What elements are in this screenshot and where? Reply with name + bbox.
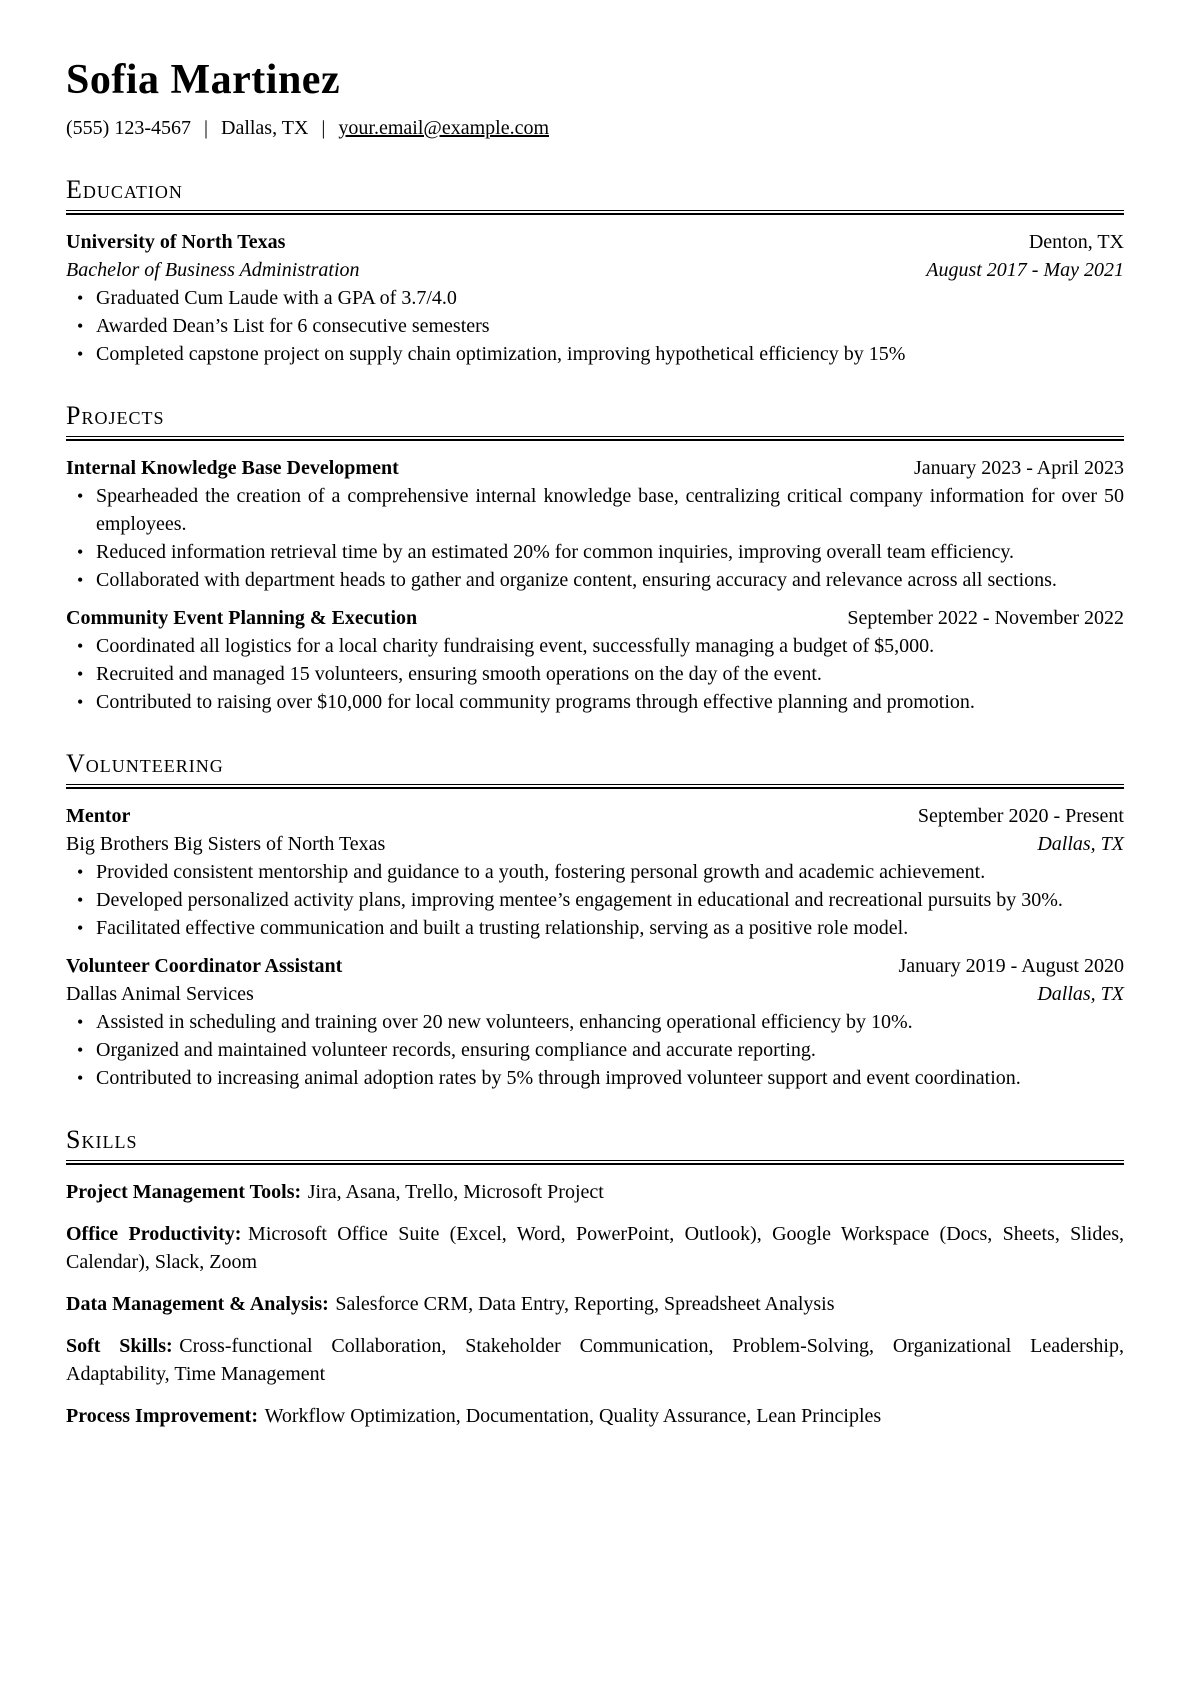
project-entry xyxy=(66,454,1124,594)
section-education xyxy=(66,174,1124,368)
entry-subheader-row xyxy=(66,830,1124,858)
separator-bar: | xyxy=(321,117,326,139)
section-rule xyxy=(66,1160,1124,1165)
project-entry xyxy=(66,604,1124,716)
volunteering-entry xyxy=(66,802,1124,942)
bullet-list xyxy=(66,858,1124,942)
volunteering-entry xyxy=(66,952,1124,1092)
bullet-item: • Recruited and managed 15 volunteers, ensuring smooth operations on the day of the event. xyxy=(66,660,1124,688)
entry-dates: September 2022 - November 2022 xyxy=(847,607,1124,629)
role-title: Volunteer Coordinator Assistant xyxy=(66,955,343,977)
entry-header-row xyxy=(66,952,1124,980)
entry-header-row xyxy=(66,604,1124,632)
entry-header-row xyxy=(66,454,1124,482)
organization-name: Big Brothers Big Sisters of North Texas xyxy=(66,833,386,855)
organization-name: Dallas Animal Services xyxy=(66,983,254,1005)
section-rule xyxy=(66,784,1124,789)
entry-subheader-row xyxy=(66,980,1124,1008)
skill-line xyxy=(66,1290,1124,1318)
skill-values: Microsoft Office Suite (Excel, Word, PowerPoint, Outlook), Google Workspace (Docs, Sheets, Slides, Calendar), Slack, Zoom xyxy=(66,1223,1125,1273)
section-volunteering xyxy=(66,748,1124,1092)
entry-dates: August 2017 - May 2021 xyxy=(926,259,1124,281)
bullet-item: • Coordinated all logistics for a local charity fundraising event, successfully managing a budget of $5,000. xyxy=(66,632,1124,660)
skill-category: Project Management Tools: xyxy=(66,1181,302,1203)
section-heading-volunteering: Volunteering xyxy=(66,749,224,778)
skill-category: Process Improvement: xyxy=(66,1405,258,1427)
bullet-item: • Provided consistent mentorship and guidance to a youth, fostering personal growth and academic achievement. xyxy=(66,858,1124,886)
bullet-item: • Spearheaded the creation of a comprehensive internal knowledge base, centralizing critical company information for over 50 employees. xyxy=(66,482,1124,538)
bullet-item: • Developed personalized activity plans, improving mentee’s engagement in educational and recreational pursuits by 30%. xyxy=(66,886,1124,914)
skill-values: Jira, Asana, Trello, Microsoft Project xyxy=(307,1181,604,1203)
institution-name: University of North Texas xyxy=(66,231,286,253)
entry-dates: January 2023 - April 2023 xyxy=(914,457,1124,479)
section-projects xyxy=(66,400,1124,716)
skill-values: Workflow Optimization, Documentation, Quality Assurance, Lean Principles xyxy=(264,1405,882,1427)
entry-location: Dallas, TX xyxy=(1037,983,1124,1005)
entry-location: Denton, TX xyxy=(1028,231,1124,253)
section-heading-projects: Projects xyxy=(66,401,165,430)
bullet-item: • Contributed to increasing animal adoption rates by 5% through improved volunteer support and event coordination. xyxy=(66,1064,1124,1092)
skill-category: Soft Skills: xyxy=(66,1335,173,1357)
contact-line xyxy=(66,114,1124,142)
section-heading-skills: Skills xyxy=(66,1125,138,1154)
bullet-item: • Reduced information retrieval time by an estimated 20% for common inquiries, improving overall team efficiency. xyxy=(66,538,1124,566)
skill-line xyxy=(66,1402,1124,1430)
bullet-item: • Organized and maintained volunteer records, ensuring compliance and accurate reporting. xyxy=(66,1036,1124,1064)
skill-values: Cross-functional Collaboration, Stakeholder Communication, Problem-Solving, Organizational Leadership, Adaptability, Time Management xyxy=(66,1335,1124,1385)
project-name: Community Event Planning & Execution xyxy=(66,607,418,629)
entry-header-row xyxy=(66,802,1124,830)
person-name: Sofia Martinez xyxy=(66,57,341,103)
separator-bar: | xyxy=(203,117,208,139)
bullet-item: • Completed capstone project on supply chain optimization, improving hypothetical efficiency by 15% xyxy=(66,340,1124,368)
entry-dates: January 2019 - August 2020 xyxy=(898,955,1124,977)
skill-line xyxy=(66,1178,1124,1206)
skill-line xyxy=(66,1332,1124,1388)
bullet-list xyxy=(66,482,1124,594)
skill-category: Office Productivity: xyxy=(66,1223,242,1245)
bullet-item: • Facilitated effective communication and built a trusting relationship, serving as a positive role model. xyxy=(66,914,1124,942)
project-name: Internal Knowledge Base Development xyxy=(66,457,399,479)
bullet-item: • Contributed to raising over $10,000 for local community programs through effective planning and promotion. xyxy=(66,688,1124,716)
skill-category: Data Management & Analysis: xyxy=(66,1293,329,1315)
entry-header-row xyxy=(66,228,1124,256)
bullet-item: • Collaborated with department heads to gather and organize content, ensuring accuracy and relevance across all sections. xyxy=(66,566,1124,594)
skill-values: Salesforce CRM, Data Entry, Reporting, Spreadsheet Analysis xyxy=(335,1293,835,1315)
entry-location: Dallas, TX xyxy=(1037,833,1124,855)
phone-number: (555) 123-4567 xyxy=(66,117,191,139)
location-text: Dallas, TX xyxy=(221,117,309,139)
bullet-item: • Awarded Dean’s List for 6 consecutive semesters xyxy=(66,312,1124,340)
entry-dates: September 2020 - Present xyxy=(917,805,1124,827)
role-title: Mentor xyxy=(66,805,131,827)
bullet-item: • Graduated Cum Laude with a GPA of 3.7/4.0 xyxy=(66,284,1124,312)
bullet-list xyxy=(66,284,1124,368)
email-link[interactable]: your.email@example.com xyxy=(338,117,549,139)
degree-name: Bachelor of Business Administration xyxy=(66,259,360,281)
bullet-list xyxy=(66,1008,1124,1092)
section-skills xyxy=(66,1124,1124,1430)
section-rule xyxy=(66,436,1124,441)
section-rule xyxy=(66,210,1124,215)
bullet-item: • Assisted in scheduling and training over 20 new volunteers, enhancing operational efficiency by 10%. xyxy=(66,1008,1124,1036)
education-entry xyxy=(66,228,1124,368)
entry-subheader-row xyxy=(66,256,1124,284)
bullet-list xyxy=(66,632,1124,716)
skill-line xyxy=(66,1220,1124,1276)
section-heading-education: Education xyxy=(66,175,183,204)
